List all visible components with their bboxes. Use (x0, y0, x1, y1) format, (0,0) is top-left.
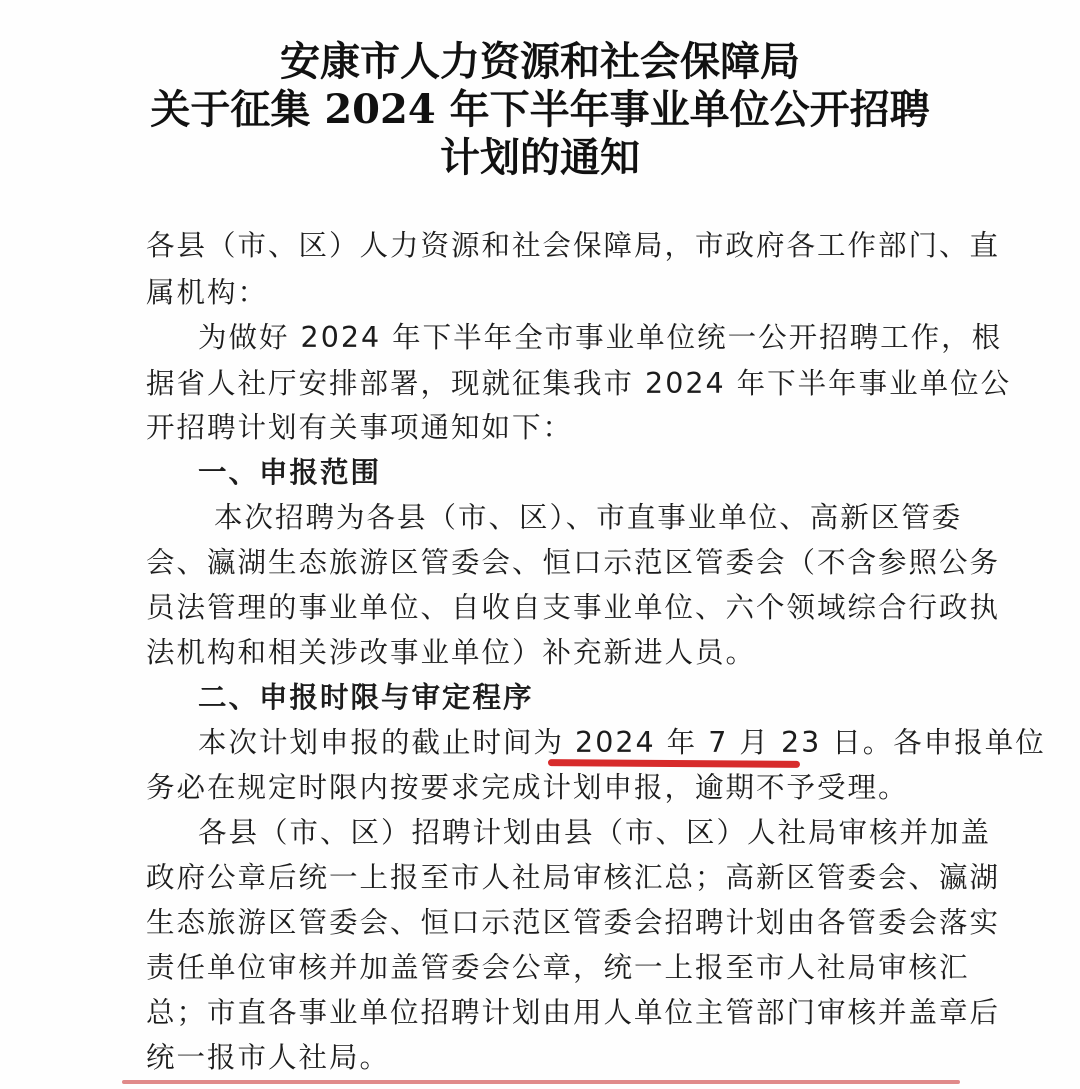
title-line-3: 计划的通知 (440, 134, 640, 181)
section2-line-3: 各县（市、区）招聘计划由县（市、区）人社局审核并加盖 (198, 816, 992, 849)
addressee-line-2: 属机构： (146, 276, 269, 309)
section2-heading: 二、申报时限与审定程序 (198, 681, 534, 714)
section1-line-1: 本次招聘为各县（市、区）、市直事业单位、高新区管委 (214, 501, 963, 534)
section1-line-3: 员法管理的事业单位、自收自支事业单位、六个领域综合行政执 (146, 591, 1001, 624)
section2-line-8: 统一报市人社局。 (146, 1041, 391, 1074)
section1-line-2: 会、瀛湖生态旅游区管委会、恒口示范区管委会（不含参照公务 (146, 546, 1001, 579)
section1-heading: 一、申报范围 (198, 456, 382, 489)
addressee-line-1: 各县（市、区）人力资源和社会保障局，市政府各工作部门、直 (146, 229, 1001, 262)
bottom-red-rule (122, 1080, 960, 1084)
title-line-2: 关于征集 2024 年下半年事业单位公开招聘 (150, 86, 930, 133)
section2-line-2: 务必在规定时限内按要求完成计划申报，逾期不予受理。 (146, 771, 909, 804)
intro-line-2: 据省人社厅安排部署，现就征集我市 2024 年下半年事业单位公 (146, 367, 1012, 400)
red-highlight-underline (548, 759, 800, 768)
intro-line-3: 开招聘计划有关事项通知如下： (146, 411, 574, 444)
section2-line-1: 本次计划申报的截止时间为 2024 年 7 月 23 日。各申报单位 (198, 726, 1046, 759)
intro-line-1: 为做好 2024 年下半年全市事业单位统一公开招聘工作，根 (198, 321, 1003, 354)
section1-line-4: 法机构和相关涉改事业单位）补充新进人员。 (146, 636, 757, 669)
section2-line-6: 责任单位审核并加盖管委会公章，统一上报至市人社局审核汇 (146, 951, 970, 984)
section2-line-5: 生态旅游区管委会、恒口示范区管委会招聘计划由各管委会落实 (146, 906, 1001, 939)
title-line-1: 安康市人力资源和社会保障局 (280, 38, 800, 85)
section2-line-7: 总；市直各事业单位招聘计划由用人单位主管部门审核并盖章后 (146, 996, 1001, 1029)
section2-line-4: 政府公章后统一上报至市人社局审核汇总；高新区管委会、瀛湖 (146, 861, 1001, 894)
